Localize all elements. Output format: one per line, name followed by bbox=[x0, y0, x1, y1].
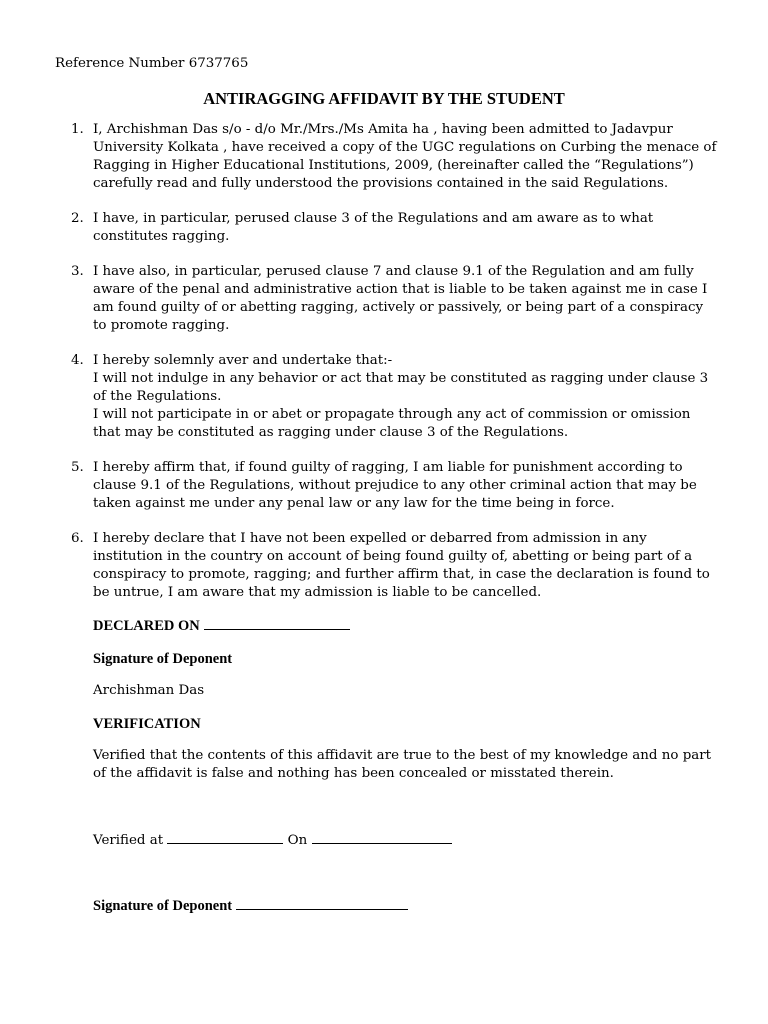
deponent-name: Archishman Das bbox=[93, 683, 205, 698]
verification-text: Verified that the contents of this affidavit are true to the best of my knowledge and no part of the affidavit is false and nothing has been concealed or misstated therein. bbox=[93, 748, 712, 781]
clause-1 bbox=[68, 121, 718, 193]
clause-text: I have, in particular, perused clause 3 of the Regulations and am aware as to what constitutes ragging. bbox=[93, 211, 654, 244]
clause-text: I will not indulge in any behavior or act that may be constituted as ragging under clause 3 of the Regulations. bbox=[93, 371, 709, 404]
clause-number: 2. bbox=[71, 211, 84, 226]
clause-number: 5. bbox=[71, 460, 84, 475]
verified-at-line bbox=[93, 831, 723, 850]
clause-6 bbox=[68, 530, 718, 602]
declared-on-blank bbox=[204, 617, 350, 630]
verification-heading: VERIFICATION bbox=[93, 716, 201, 732]
clause-number: 3. bbox=[71, 264, 84, 279]
verified-at-blank bbox=[167, 831, 283, 844]
signature-heading: Signature of Deponent bbox=[93, 651, 233, 667]
clause-3 bbox=[68, 263, 718, 335]
final-signature-label: Signature of Deponent bbox=[93, 898, 233, 914]
clause-text: I have also, in particular, perused clause 7 and clause 9.1 of the Regulation and am fully aware of the penal and administrative action that is liable to be taken against me in case I am found guilty of or abetting ragging, actively or passively, or being part of a conspiracy to promote ragging. bbox=[93, 264, 708, 333]
reference-number: Reference Number 6737765 bbox=[55, 56, 249, 71]
clause-text: I will not participate in or abet or propagate through any act of commission or omission that may be constituted as ragging under clause 3 of the Regulations. bbox=[93, 407, 691, 440]
verified-at-label: Verified at bbox=[93, 833, 164, 848]
document-title: ANTIRAGGING AFFIDAVIT BY THE STUDENT bbox=[203, 89, 565, 108]
final-signature-line bbox=[93, 897, 723, 916]
clause-text: I hereby solemnly aver and undertake that:- bbox=[93, 353, 393, 368]
clause-5 bbox=[68, 459, 718, 513]
on-label: On bbox=[287, 833, 308, 848]
declared-on-label: DECLARED ON bbox=[93, 618, 200, 634]
clause-2 bbox=[68, 210, 718, 246]
clause-number: 4. bbox=[71, 353, 84, 368]
clause-text: I, Archishman Das s/o - d/o Mr./Mrs./Ms Amita ha , having been admitted to Jadavpur University Kolkata , have received a copy of the UGC regulations on Curbing the menace of Ragging in Higher Educational Institutions, 2009, (hereinafter called the “Regulations”) carefully read and fully understood the provisions contained in the said Regulations. bbox=[93, 122, 717, 191]
clause-text: I hereby affirm that, if found guilty of ragging, I am liable for punishment according to clause 9.1 of the Regulations, without prejudice to any other criminal action that may be taken against me under any penal law or any law for the time being in force. bbox=[93, 460, 697, 511]
clause-number: 6. bbox=[71, 531, 84, 546]
clause-4 bbox=[68, 352, 718, 442]
clause-number: 1. bbox=[71, 122, 84, 137]
clause-text: I hereby declare that I have not been expelled or debarred from admission in any institution in the country on account of being found guilty of, abetting or being part of a conspiracy to promote, ragging; and further affirm that, in case the declaration is found to be untrue, I am aware that my admission is liable to be cancelled. bbox=[93, 531, 710, 600]
declared-on-line bbox=[93, 617, 723, 636]
on-date-blank bbox=[312, 831, 452, 844]
final-signature-blank bbox=[236, 897, 408, 910]
affidavit-clauses bbox=[68, 121, 718, 619]
